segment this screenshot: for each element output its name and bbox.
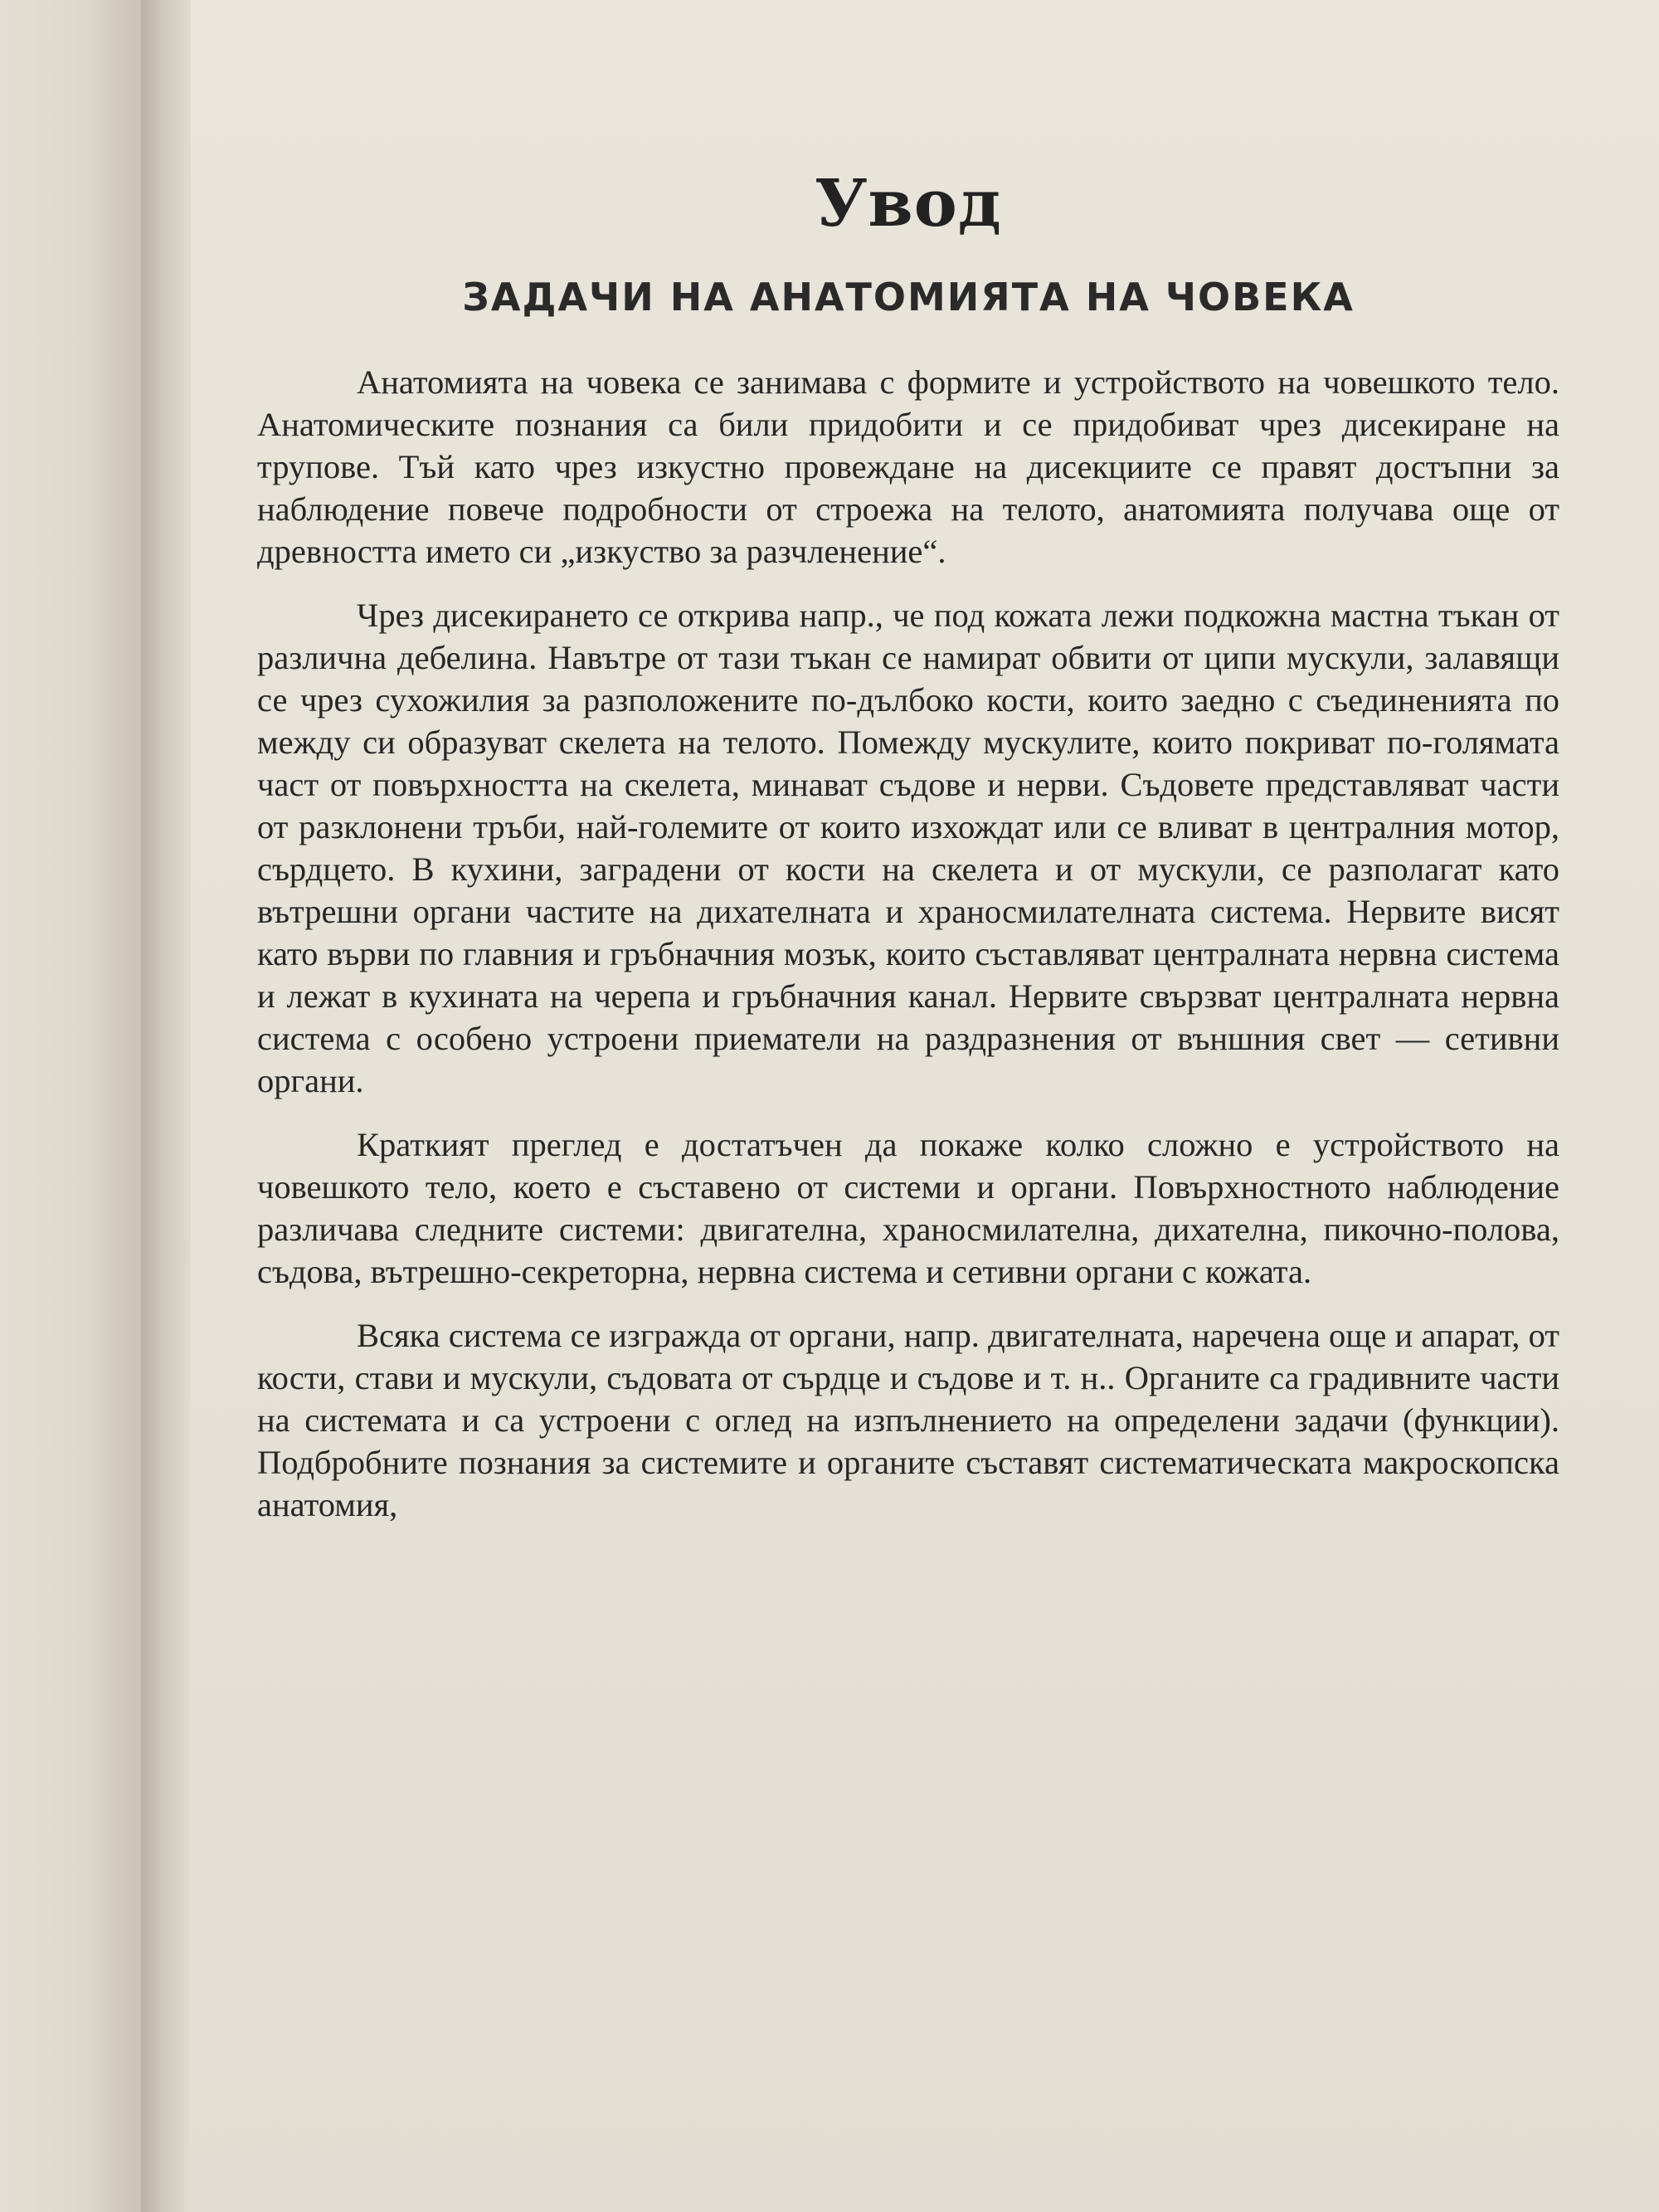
book-page [191, 0, 1659, 2212]
paragraph-2: Чрез дисекирането се открива напр., че под кожата лежи подкожна мастна тъкан от различна дебелина. Навътре от тази тъкан се намират обвити от ципи мускули, залавящи се чрез сухожилия за разположените по-дълбоко кости, които заедно с съединенията по между си образуват скелета на телото. Помежду мускулите, които покриват по-голямата част от повърхността на скелета, минават съдове и нерви. Съдовете представляват части от разклонени тръби, най-големите от които изхождат или се вливат в централния мотор, сърдцето. В кухини, заградени от кости на скелета и от мускули, се разполагат като вътрешни органи частите на дихателната и храносмилателната система. Нервите висят като върви по главния и гръбначния мозък, които съставляват централната нервна система и лежат в кухината на черепа и гръбначния канал. Нервите свързват централната нервна система с особено устроени приематели на раздразнения от външния свет — сетивни органи. [257, 597, 1559, 1099]
section-title: ЗАДАЧИ НА АНАТОМИЯТА НА ЧОВЕКА [462, 275, 1355, 319]
chapter-title: Увод [815, 166, 1002, 241]
paragraph-4: Всяка система се изгражда от органи, напр. двигателната, наречена още и апарат, от кости, стави и мускули, съдовата от сърдце и съдове и т. н.. Органите са градивните части на системата и са устроени с оглед на изпълнението на определени задачи (функции). Подбробните познания за системите и органите съставят систематическата макроскопска анатомия, [257, 1317, 1559, 1523]
page-content [257, 166, 1559, 1547]
book-gutter [141, 0, 191, 2212]
left-page-edge [0, 0, 141, 2212]
paragraph-1: Анатомията на човека се занимава с формите и устройството на човешкото тело. Анатомическите познания са били придобити и се придобиват чрез дисекиране на трупове. Тъй като чрез изкустно провеждане на дисекциите се правят достъпни за наблюдение повече подробности от строежа на телото, анатомията получава още от древността името си „изкуство за разчленение“. [257, 363, 1559, 570]
paragraph-3: Краткият преглед е достатъчен да покаже колко сложно е устройството на човешкото тело, което е съставено от системи и органи. Повърхностното наблюдение различава следните системи: двигателна, храносмилателна, дихателна, пикочно-полова, съдова, вътрешно-секреторна, нервна система и сетивни органи с кожата. [257, 1126, 1559, 1290]
